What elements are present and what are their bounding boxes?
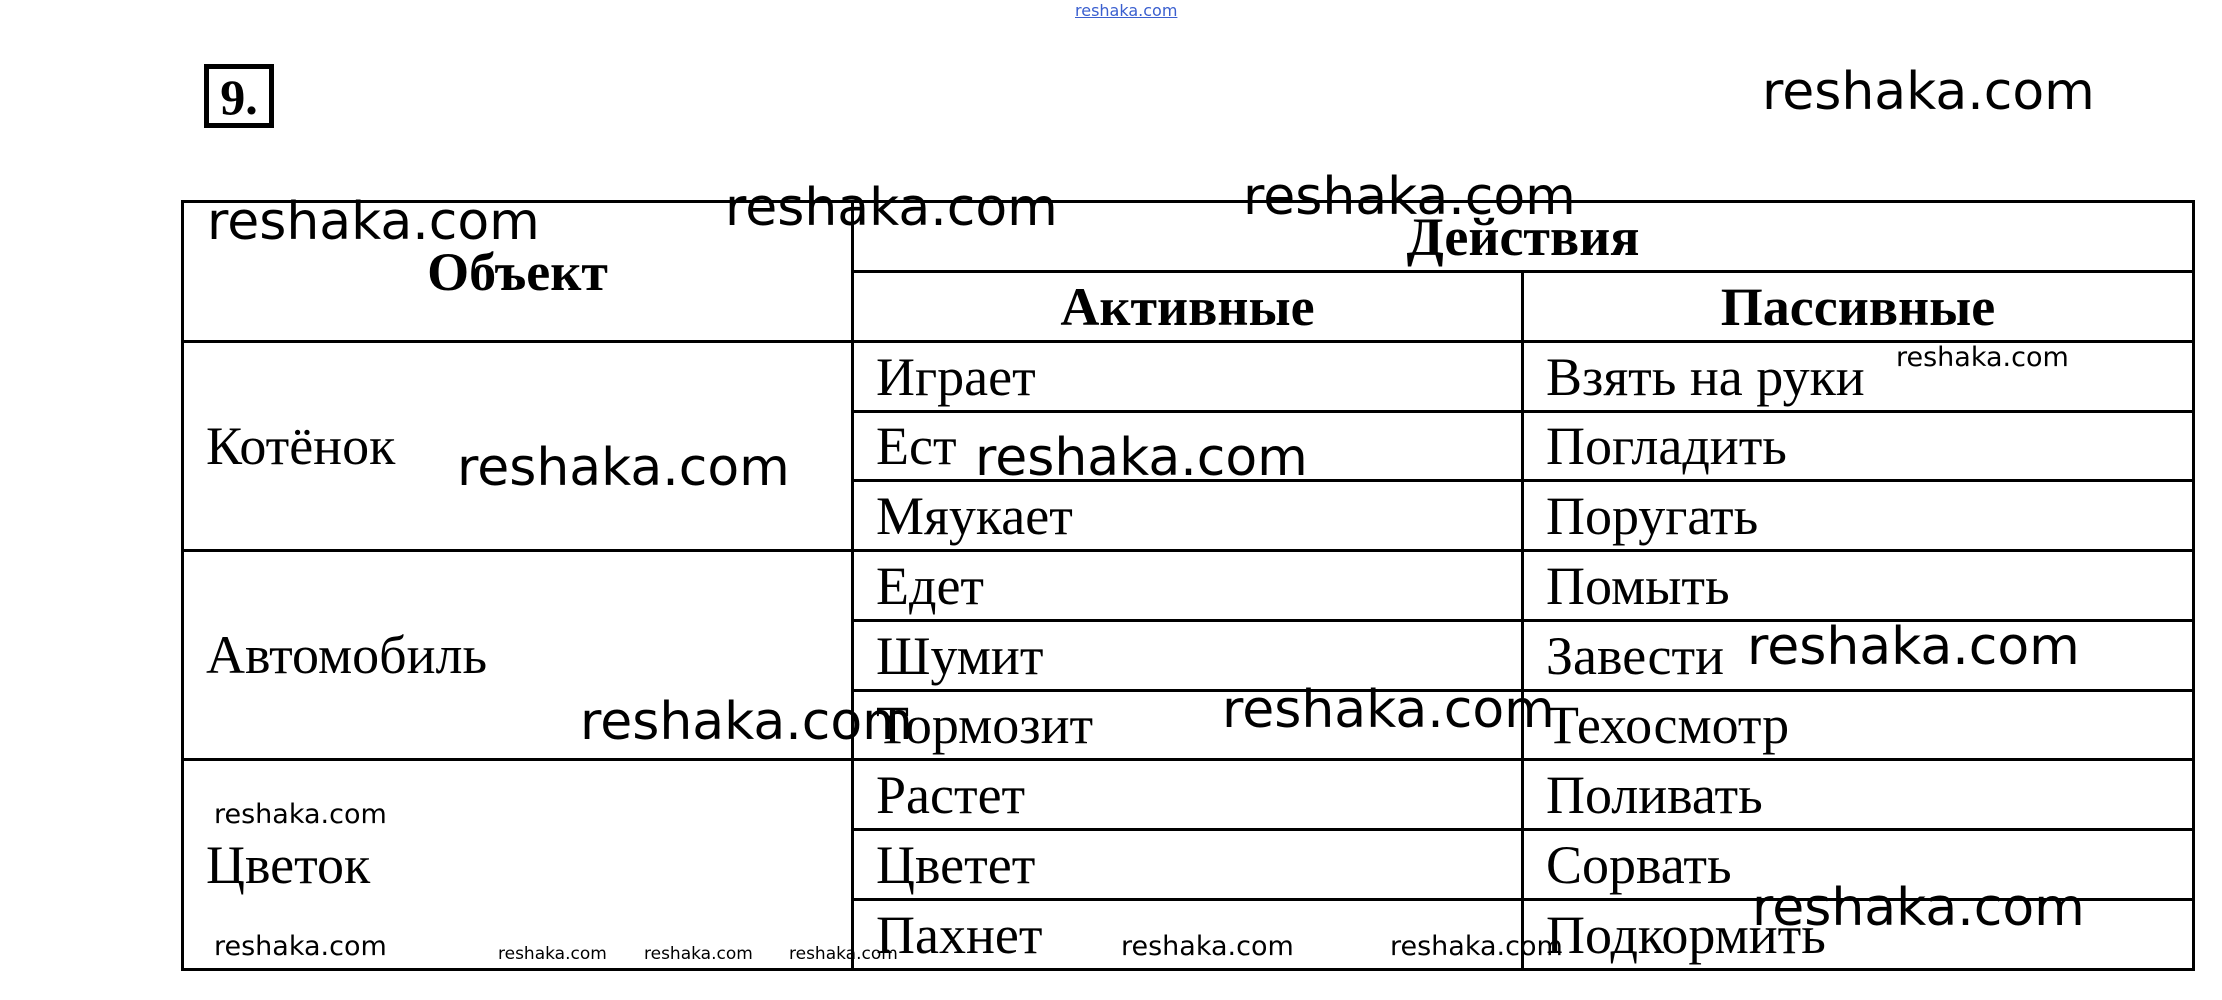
- table-row: [183, 551, 2194, 621]
- passive-header: Пассивные: [1523, 272, 2194, 342]
- active-action-cell: Шумит: [853, 621, 1523, 691]
- watermark: reshaka.com: [498, 944, 607, 964]
- passive-action-cell: Помыть: [1523, 551, 2194, 621]
- passive-action-cell: Поругать: [1523, 481, 2194, 551]
- passive-action-cell: Техосмотр: [1523, 691, 2194, 760]
- actions-header: Действия: [853, 202, 2194, 272]
- passive-action-cell: Поливать: [1523, 760, 2194, 830]
- active-action-cell: Тормозит: [853, 691, 1523, 760]
- watermark: reshaka.com: [975, 428, 1308, 488]
- object-cell: Котёнок: [183, 342, 853, 551]
- task-number: 9.: [204, 64, 274, 128]
- passive-action-cell: Подкормить: [1523, 900, 2194, 970]
- table-row: [183, 342, 2194, 412]
- passive-action-cell: Сорвать: [1523, 830, 2194, 900]
- watermark: reshaka.com: [1747, 617, 2080, 677]
- watermark: reshaka.com: [789, 944, 898, 964]
- watermark: reshaka.com: [214, 931, 387, 962]
- watermark: reshaka.com: [580, 692, 913, 752]
- passive-action-cell: Погладить: [1523, 412, 2194, 481]
- passive-action-cell: Завести: [1523, 621, 2194, 691]
- active-action-cell: Мяукает: [853, 481, 1523, 551]
- active-action-cell: Ест: [853, 412, 1523, 481]
- active-action-cell: Играет: [853, 342, 1523, 412]
- watermark: reshaka.com: [644, 944, 753, 964]
- watermark: reshaka.com: [1390, 931, 1563, 962]
- object-header: Объект: [183, 202, 853, 342]
- watermark-top-link[interactable]: reshaka.com: [1075, 1, 1178, 20]
- watermark: reshaka.com: [1896, 342, 2069, 373]
- active-action-cell: Цветет: [853, 830, 1523, 900]
- table-row: [183, 760, 2194, 830]
- passive-action-cell: Взять на руки: [1523, 342, 2194, 412]
- active-action-cell: Едет: [853, 551, 1523, 621]
- object-cell: Цветок: [183, 760, 853, 970]
- watermark: reshaka.com: [214, 799, 387, 830]
- watermark: reshaka.com: [725, 178, 1058, 238]
- watermark: reshaka.com: [1222, 680, 1555, 740]
- active-action-cell: Растет: [853, 760, 1523, 830]
- watermark: reshaka.com: [207, 192, 540, 252]
- watermark: reshaka.com: [1762, 62, 2095, 122]
- active-action-cell: Пахнет: [853, 900, 1523, 970]
- actions-table: [181, 200, 2195, 971]
- watermark: reshaka.com: [457, 438, 790, 498]
- watermark: reshaka.com: [1243, 167, 1576, 227]
- object-cell: Автомобиль: [183, 551, 853, 760]
- watermark: reshaka.com: [1752, 878, 2085, 938]
- active-header: Активные: [853, 272, 1523, 342]
- watermark: reshaka.com: [1121, 931, 1294, 962]
